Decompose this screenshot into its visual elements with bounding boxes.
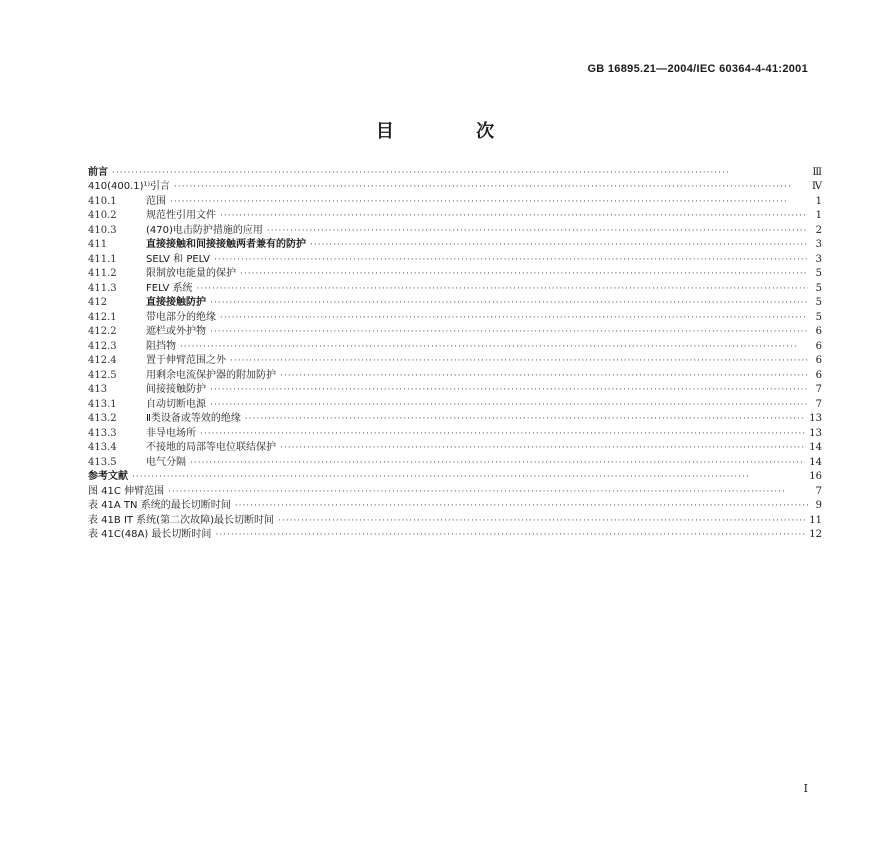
toc-entry-number: 412.2	[88, 326, 117, 337]
toc-leader-dots	[197, 283, 808, 295]
toc-entry-title: 自动切断电源	[146, 398, 206, 410]
toc-entry-page: 5	[815, 282, 822, 294]
toc-entry-title: 直接接触和间接接触两者兼有的防护	[146, 239, 306, 250]
toc-entry-title: 遮栏或外护物	[146, 326, 206, 337]
toc-entry-number: 411.1	[88, 253, 117, 265]
toc-entry-page: 5	[815, 297, 822, 308]
toc-entry[interactable]	[88, 295, 822, 310]
toc-entry-page: 16	[809, 471, 822, 482]
toc-entry-page: 7	[815, 384, 822, 395]
toc-leader-dots	[190, 457, 805, 469]
toc-leader-dots	[168, 486, 808, 498]
toc-entry-number: 413.4	[88, 442, 117, 453]
toc-entry-number: 413	[88, 384, 108, 395]
toc-entry-title: 图 41C 伸臂范围	[88, 485, 165, 497]
toc-leader-dots	[174, 181, 808, 193]
toc-entry-number: 412	[88, 297, 108, 308]
toc-entry[interactable]	[88, 179, 822, 194]
toc-entry-page: 12	[809, 529, 822, 540]
toc-leader-dots	[210, 399, 808, 411]
toc-entry[interactable]	[88, 454, 822, 469]
toc-entry-title: 直接接触防护	[146, 297, 206, 308]
toc-entry-title: 非导电场所	[146, 427, 196, 439]
toc-entry-title: 参考文献	[88, 471, 128, 482]
toc-entry-number: 412.1	[88, 311, 117, 323]
toc-entry[interactable]	[88, 266, 822, 281]
toc-entry-title: 410(400.1)¹⁾引言	[88, 181, 170, 192]
toc-entry[interactable]	[88, 251, 822, 266]
toc-entry-title: 表 41A TN 系统的最长切断时间	[88, 500, 231, 511]
toc-entry-page: Ⅲ	[812, 166, 822, 178]
page-number: I	[803, 782, 808, 795]
toc-entry[interactable]	[88, 367, 822, 382]
toc-leader-dots	[200, 428, 805, 440]
toc-entry-number: 413.2	[88, 413, 117, 424]
toc-entry-page: 1	[815, 195, 822, 207]
toc-entry[interactable]	[88, 237, 822, 252]
toc-entry-title: 范围	[146, 195, 166, 207]
toc-entry-number: 411	[88, 239, 108, 250]
toc-leader-dots	[214, 254, 808, 266]
toc-entry[interactable]	[88, 382, 822, 397]
toc-entry-number: 411.3	[88, 282, 117, 294]
toc-leader-dots	[170, 196, 808, 208]
toc-entry-number: 412.4	[88, 355, 117, 366]
toc-entry[interactable]	[88, 469, 822, 484]
toc-entry-number: 411.2	[88, 268, 117, 279]
toc-entry-title: 表 41C(48A) 最长切断时间	[88, 529, 212, 540]
toc-entry-title: 间接接触防护	[146, 384, 206, 395]
toc-entry-page: 14	[809, 456, 822, 468]
toc-entry-title: 前言	[88, 166, 108, 178]
toc-entry[interactable]	[88, 164, 822, 179]
toc-entry-page: 7	[815, 485, 822, 497]
toc-entry-page: 13	[809, 413, 822, 424]
toc-entry[interactable]	[88, 512, 822, 527]
toc-entry-page: 3	[815, 253, 822, 265]
toc-leader-dots	[210, 326, 808, 338]
toc-entry-page: 5	[815, 268, 822, 279]
toc-entry[interactable]	[88, 193, 822, 208]
toc-entry-number: 410.2	[88, 210, 117, 221]
toc-entry-page: Ⅳ	[812, 181, 822, 192]
toc-leader-dots	[235, 500, 808, 512]
toc-entry-title: Ⅱ类设备或等效的绝缘	[146, 413, 241, 424]
toc-entry-page: 7	[815, 398, 822, 410]
toc-entry[interactable]	[88, 338, 822, 353]
toc-entry-title: 表 41B IT 系统(第二次故障)最长切断时间	[88, 514, 274, 526]
toc-entry-page: 14	[809, 442, 822, 453]
toc-entry-number: 410.1	[88, 195, 117, 207]
toc-entry[interactable]	[88, 498, 822, 513]
toc-entry-title: 不接地的局部等电位联结保护	[146, 442, 276, 453]
toc-leader-dots	[220, 312, 808, 324]
toc-entry-number: 412.5	[88, 369, 117, 381]
standard-number: GB 16895.21—2004/IEC 60364-4-41:2001	[587, 63, 808, 75]
page-title: 目 次	[375, 121, 533, 142]
toc-entry[interactable]	[88, 280, 822, 295]
toc-entry-number: 413.5	[88, 456, 117, 468]
toc-entry[interactable]	[88, 353, 822, 368]
toc-entry[interactable]	[88, 440, 822, 455]
toc-leader-dots	[215, 529, 805, 541]
toc-entry-title: 电气分隔	[146, 456, 186, 468]
toc-entry[interactable]	[88, 483, 822, 498]
toc-leader-dots	[245, 413, 805, 425]
toc-entry-page: 6	[815, 340, 822, 352]
toc-entry-title: (470)电击防护措施的应用	[146, 224, 263, 236]
toc-leader-dots	[220, 210, 808, 222]
toc-entry-page: 5	[815, 311, 822, 323]
toc-leader-dots	[240, 268, 808, 280]
toc-entry[interactable]	[88, 208, 822, 223]
table-of-contents	[88, 164, 822, 541]
toc-entry[interactable]	[88, 425, 822, 440]
toc-entry-number: 410.3	[88, 224, 117, 236]
toc-entry-title: FELV 系统	[146, 282, 193, 294]
toc-entry-title: 置于伸臂范围之外	[146, 355, 226, 366]
toc-entry[interactable]	[88, 324, 822, 339]
toc-entry-page: 2	[815, 224, 822, 236]
toc-entry-page: 6	[815, 326, 822, 337]
toc-entry-title: 限制放电能量的保护	[146, 268, 236, 279]
toc-entry-title: SELV 和 PELV	[146, 253, 210, 265]
toc-entry-number: 412.3	[88, 340, 117, 352]
toc-entry-title: 用剩余电流保护器的附加防护	[146, 369, 276, 381]
toc-entry-page: 6	[815, 369, 822, 381]
toc-entry-page: 1	[815, 210, 822, 221]
toc-entry-page: 3	[815, 239, 822, 250]
toc-entry[interactable]	[88, 309, 822, 324]
toc-leader-dots	[280, 370, 808, 382]
toc-entry-title: 带电部分的绝缘	[146, 311, 216, 323]
toc-entry-page: 11	[809, 514, 822, 526]
toc-leader-dots	[280, 442, 805, 454]
toc-entry[interactable]	[88, 396, 822, 411]
toc-leader-dots	[180, 341, 808, 353]
toc-entry-number: 413.1	[88, 398, 117, 410]
toc-entry[interactable]	[88, 527, 822, 542]
toc-entry-title: 阻挡物	[146, 340, 176, 352]
toc-leader-dots	[267, 225, 808, 237]
toc-entry-page: 9	[815, 500, 822, 511]
toc-entry[interactable]	[88, 411, 822, 426]
toc-leader-dots	[310, 239, 808, 251]
toc-leader-dots	[210, 384, 808, 396]
toc-leader-dots	[132, 471, 805, 483]
toc-leader-dots	[230, 355, 808, 367]
toc-entry[interactable]	[88, 222, 822, 237]
toc-leader-dots	[210, 297, 808, 309]
toc-leader-dots	[278, 515, 805, 527]
toc-entry-title: 规范性引用文件	[146, 210, 216, 221]
toc-entry-page: 13	[809, 427, 822, 439]
toc-leader-dots	[112, 167, 808, 179]
toc-entry-number: 413.3	[88, 427, 117, 439]
toc-entry-page: 6	[815, 355, 822, 366]
